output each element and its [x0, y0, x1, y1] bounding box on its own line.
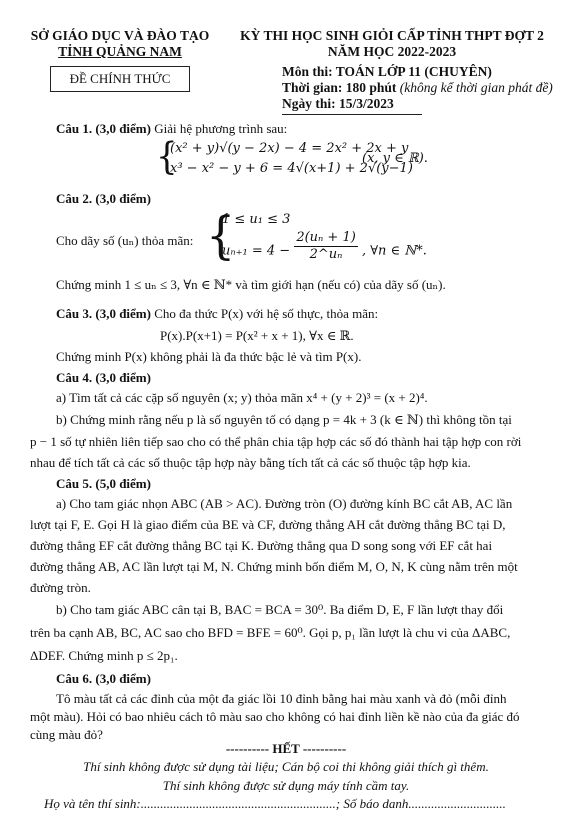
q4-b1: b) Chứng minh rằng nếu p là số nguyên tố có dạng p = 4k + 3 (k ∈ ℕ) thì không tồn tại: [56, 412, 512, 427]
q5-a3: đường thẳng EF cắt đường thẳng BC tại K. Đường thẳng qua D song song với EF cắt hai: [30, 538, 493, 553]
q2-cond2-right: , ∀n ∈ ℕ*.: [361, 243, 427, 259]
q5-b3: ΔDEF. Chứng minh p ≤ 2p₁.: [30, 648, 178, 663]
q5-a4: đường thẳng AB, AC lần lượt tại M, N. Chứng minh bốn điểm M, O, N, K cùng nằm trên một: [30, 559, 518, 574]
q2-cond2: [222, 230, 427, 264]
q6-l1: Tô màu tất cả các đỉnh của một đa giác lồi 10 đỉnh bằng hai màu xanh và đỏ (mỗi đỉnh: [56, 691, 507, 706]
q3-text: Cho đa thức P(x) với hệ số thực, thỏa mãn:: [154, 306, 379, 321]
q5-title: Câu 5. (5,0 điểm): [56, 476, 151, 491]
q2-cond2-left: uₙ₊₁ = 4 −: [222, 243, 291, 259]
q4-b3: nhau để tích tất cả các số thuộc tập hợp này bằng tích tất cả các số thuộc tập hợp kia.: [30, 455, 471, 470]
q2-prove: Chứng minh 1 ≤ uₙ ≤ 3, ∀n ∈ ℕ* và tìm giới hạn (nếu có) của dãy số (uₙ).: [56, 277, 446, 292]
time-label: Thời gian: 180 phút: [282, 80, 397, 95]
q5-a1: a) Cho tam giác nhọn ABC (AB > AC). Đường tròn (O) đường kính BC cắt AB, AC lần: [56, 496, 513, 511]
q5-b2: trên ba cạnh AB, BC, AC sao cho BFD = BFE = 60⁰. Gọi p, p₁ lần lượt là chu vi của ΔABC,: [30, 625, 511, 640]
q4-title: Câu 4. (3,0 điểm): [56, 370, 151, 385]
q1-title: Câu 1. (3,0 điểm): [56, 121, 151, 136]
q1-brace: {: [156, 135, 178, 179]
q2-fraction: [294, 230, 357, 264]
school-year: NĂM HỌC 2022-2023: [327, 44, 457, 59]
q6-title: Câu 6. (3,0 điểm): [56, 671, 151, 686]
q2-title: Câu 2. (3,0 điểm): [56, 191, 151, 206]
q1-eq1: (x² + y)√(y − 2x) − 4 = 2x² + 2x + y: [170, 141, 409, 156]
q2-brace: {: [206, 205, 236, 265]
footer-note2: Thí sinh không được sử dụng máy tính cầm tay.: [162, 778, 410, 793]
q3-eq: P(x).P(x+1) = P(x² + x + 1), ∀x ∈ ℝ.: [160, 328, 354, 343]
q4-b2: p − 1 số tự nhiên liên tiếp sao cho có thể phân chia tập hợp các số đó thành hai tập hợp con rời: [30, 434, 522, 449]
q2-frac-den: 2^uₙ: [309, 247, 343, 263]
end-marker: ---------- HẾT ----------: [225, 741, 347, 756]
q1-eq2: x³ − x² − y + 6 = 4√(x+1) + 2√(y−1): [170, 161, 413, 176]
candidate-line: Họ và tên thí sinh:............................................................; Số báo danh..............................: [44, 796, 506, 811]
exam-title: KỲ THI HỌC SINH GIỎI CẤP TỈNH THPT ĐỢT 2: [240, 28, 544, 43]
q2-intro: Cho dãy số (uₙ) thỏa mãn:: [56, 233, 194, 248]
q6-l2: một màu). Hỏi có bao nhiêu cách tô màu sao cho không có hai đỉnh liền kề nào của đa giác đó: [30, 709, 520, 724]
subject-label: Môn thi: TOÁN LỚP 11 (CHUYÊN): [282, 64, 492, 79]
q2-frac-num: 2(uₙ + 1): [294, 230, 357, 247]
footer-note1: Thí sinh không được sử dụng tài liệu; Cán bộ coi thi không giải thích gì thêm.: [83, 759, 489, 774]
header-underline: [282, 114, 422, 115]
q5-a2: lượt tại F, E. Gọi H là giao điểm của BE và CF, đường thẳng AH cắt đường thẳng BC tại D,: [30, 517, 506, 532]
q6-l3: cùng màu đỏ?: [30, 727, 103, 742]
q1-text: Giải hệ phương trình sau:: [154, 121, 288, 136]
dept-line2: TỈNH QUẢNG NAM: [58, 44, 182, 59]
q4-a: a) Tìm tất cả các cặp số nguyên (x; y) thỏa mãn x⁴ + (y + 2)³ = (x + 2)⁴.: [56, 390, 428, 405]
q5-a5: đường tròn.: [30, 580, 91, 595]
q5-b1: b) Cho tam giác ABC cân tại B, BAC = BCA = 30⁰. Ba điểm D, E, F lần lượt thay đổi: [56, 602, 504, 617]
q1-domain: (x, y ∈ ℝ).: [362, 151, 428, 166]
time-note: (không kể thời gian phát đề): [399, 80, 553, 95]
official-box: ĐỀ CHÍNH THỨC: [50, 66, 190, 92]
date-label: Ngày thi: 15/3/2023: [282, 96, 394, 111]
q3-prove: Chứng minh P(x) không phải là đa thức bậc lẻ và tìm P(x).: [56, 349, 362, 364]
q2-cond1: 1 ≤ u₁ ≤ 3: [222, 212, 291, 227]
dept-line1: SỞ GIÁO DỤC VÀ ĐÀO TẠO: [30, 28, 210, 43]
time-row: [282, 80, 553, 97]
q3-title: Câu 3. (3,0 điểm): [56, 306, 151, 321]
q3-line: [56, 306, 378, 322]
